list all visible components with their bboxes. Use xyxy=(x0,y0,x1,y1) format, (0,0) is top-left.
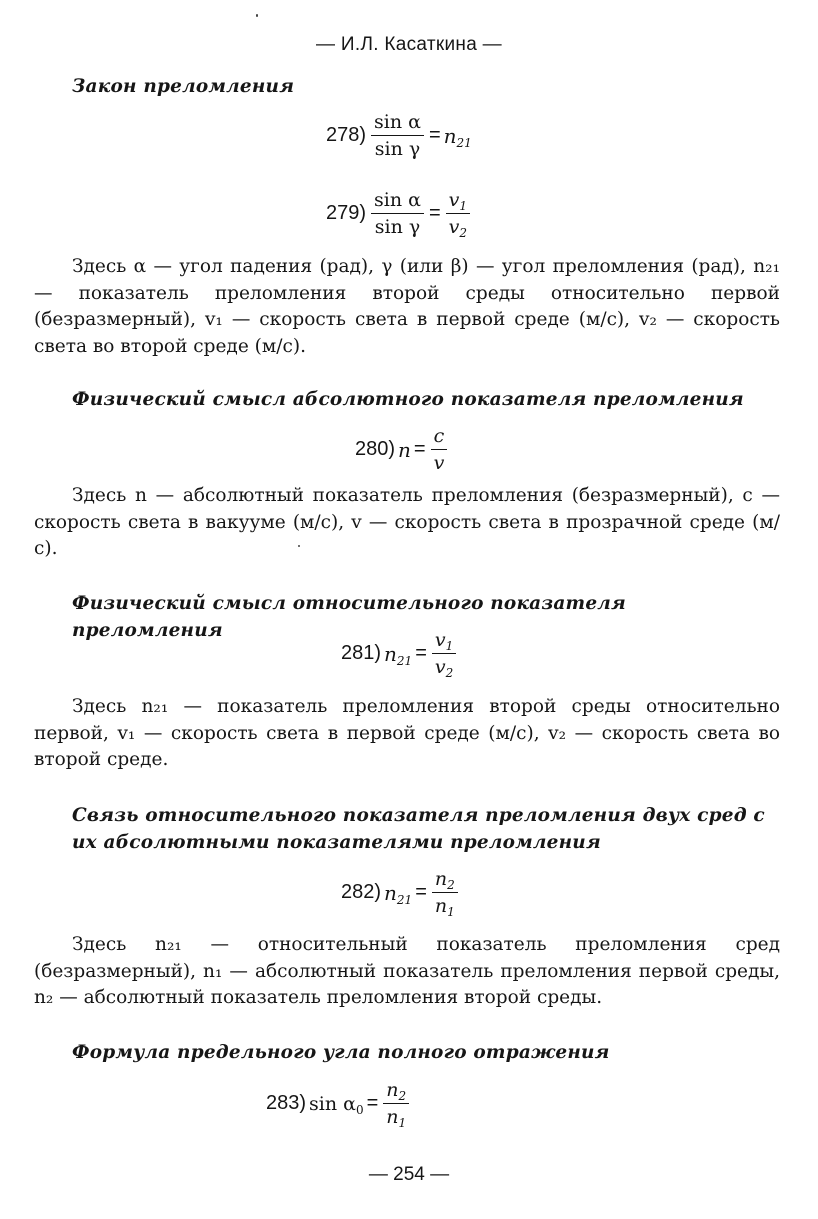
fraction xyxy=(431,424,448,475)
numerator: $n_2$ xyxy=(383,1078,409,1104)
formula-281 xyxy=(341,628,458,679)
numerator: $n_2$ xyxy=(432,867,458,893)
fraction xyxy=(432,867,458,918)
lhs-symbol: n xyxy=(398,437,411,462)
formula-number: 279) xyxy=(326,202,367,224)
fraction-left xyxy=(371,188,424,239)
numerator: c xyxy=(431,424,448,450)
paragraph-relative-index: Здесь n₂₁ — показатель преломления второй среды относительно первой, v₁ — скорость света в первой среде (м/с), v₂ — скорость света во второй среде. xyxy=(34,696,780,770)
denominator: $v_2$ xyxy=(434,656,454,680)
print-speck xyxy=(298,545,300,547)
heading-absolute-index: Физический смысл абсолютного показателя преломления xyxy=(72,389,744,410)
formula-number: 281) xyxy=(341,642,382,664)
paragraph-refraction-law: Здесь α — угол падения (рад), γ (или β) — угол преломления (рад), n₂₁ — показатель преломления второй среды относительно первой (безразмерный), v₁ — скорость света в первой среде (м/с), v₂ — скорость света во второй среде (м/с). xyxy=(34,256,780,357)
lhs-symbol: $n_{21}$ xyxy=(384,880,413,907)
running-header: — И.Л. Касаткина — xyxy=(316,34,502,55)
heading-refraction-law: Закон преломления xyxy=(72,76,295,97)
rhs-symbol: $n_{21}$ xyxy=(443,123,472,150)
paragraph-absolute-index: Здесь n — абсолютный показатель преломления (безразмерный), c — скорость света в вакууме (м/с), v — скорость света в прозрачной среде (м/с). xyxy=(34,485,780,559)
formula-number: 283) xyxy=(266,1092,307,1114)
fraction xyxy=(432,628,456,679)
lhs-symbol: $n_{21}$ xyxy=(384,641,413,668)
fraction-right xyxy=(446,188,470,239)
numerator: $v_1$ xyxy=(446,188,470,214)
formula-278 xyxy=(326,110,472,161)
denominator: sin γ xyxy=(374,216,421,238)
fraction xyxy=(383,1078,409,1129)
equals-sign: = xyxy=(428,202,441,224)
denominator: sin γ xyxy=(374,138,421,160)
denominator: v xyxy=(433,452,445,474)
print-speck xyxy=(256,14,258,17)
heading-relative-index: Физический смысл относительного показателя преломления xyxy=(72,593,626,641)
formula-number: 278) xyxy=(326,124,367,146)
formula-283 xyxy=(266,1078,411,1129)
equals-sign: = xyxy=(413,438,426,460)
denominator: $n_1$ xyxy=(434,895,455,919)
formula-282 xyxy=(341,867,460,918)
formula-280 xyxy=(355,424,449,475)
fraction xyxy=(371,110,424,161)
paragraph-relation: Здесь n₂₁ — относительный показатель преломления сред (безразмерный), n₁ — абсолютный показатель преломления первой среды, n₂ — абсолютный показатель преломления второй среды. xyxy=(34,934,780,1008)
denominator: $n_1$ xyxy=(386,1106,407,1130)
equals-sign: = xyxy=(415,642,427,664)
equals-sign: = xyxy=(415,881,427,903)
formula-number: 282) xyxy=(341,881,382,903)
page-number: — 254 — xyxy=(368,1164,450,1185)
heading-critical-angle: Формула предельного угла полного отражения xyxy=(72,1042,610,1063)
formula-279 xyxy=(326,188,472,239)
lhs-expression: $\sin \alpha_0$ xyxy=(309,1092,364,1117)
numerator: $v_1$ xyxy=(432,628,456,654)
numerator: sin α xyxy=(371,110,424,136)
formula-number: 280) xyxy=(355,438,396,460)
denominator: $v_2$ xyxy=(448,216,468,240)
equals-sign: = xyxy=(366,1092,379,1114)
equals-sign: = xyxy=(428,124,441,146)
heading-relation: Связь относительного показателя преломления двух сред с их абсолютными показателями преломления xyxy=(72,805,765,853)
numerator: sin α xyxy=(371,188,424,214)
